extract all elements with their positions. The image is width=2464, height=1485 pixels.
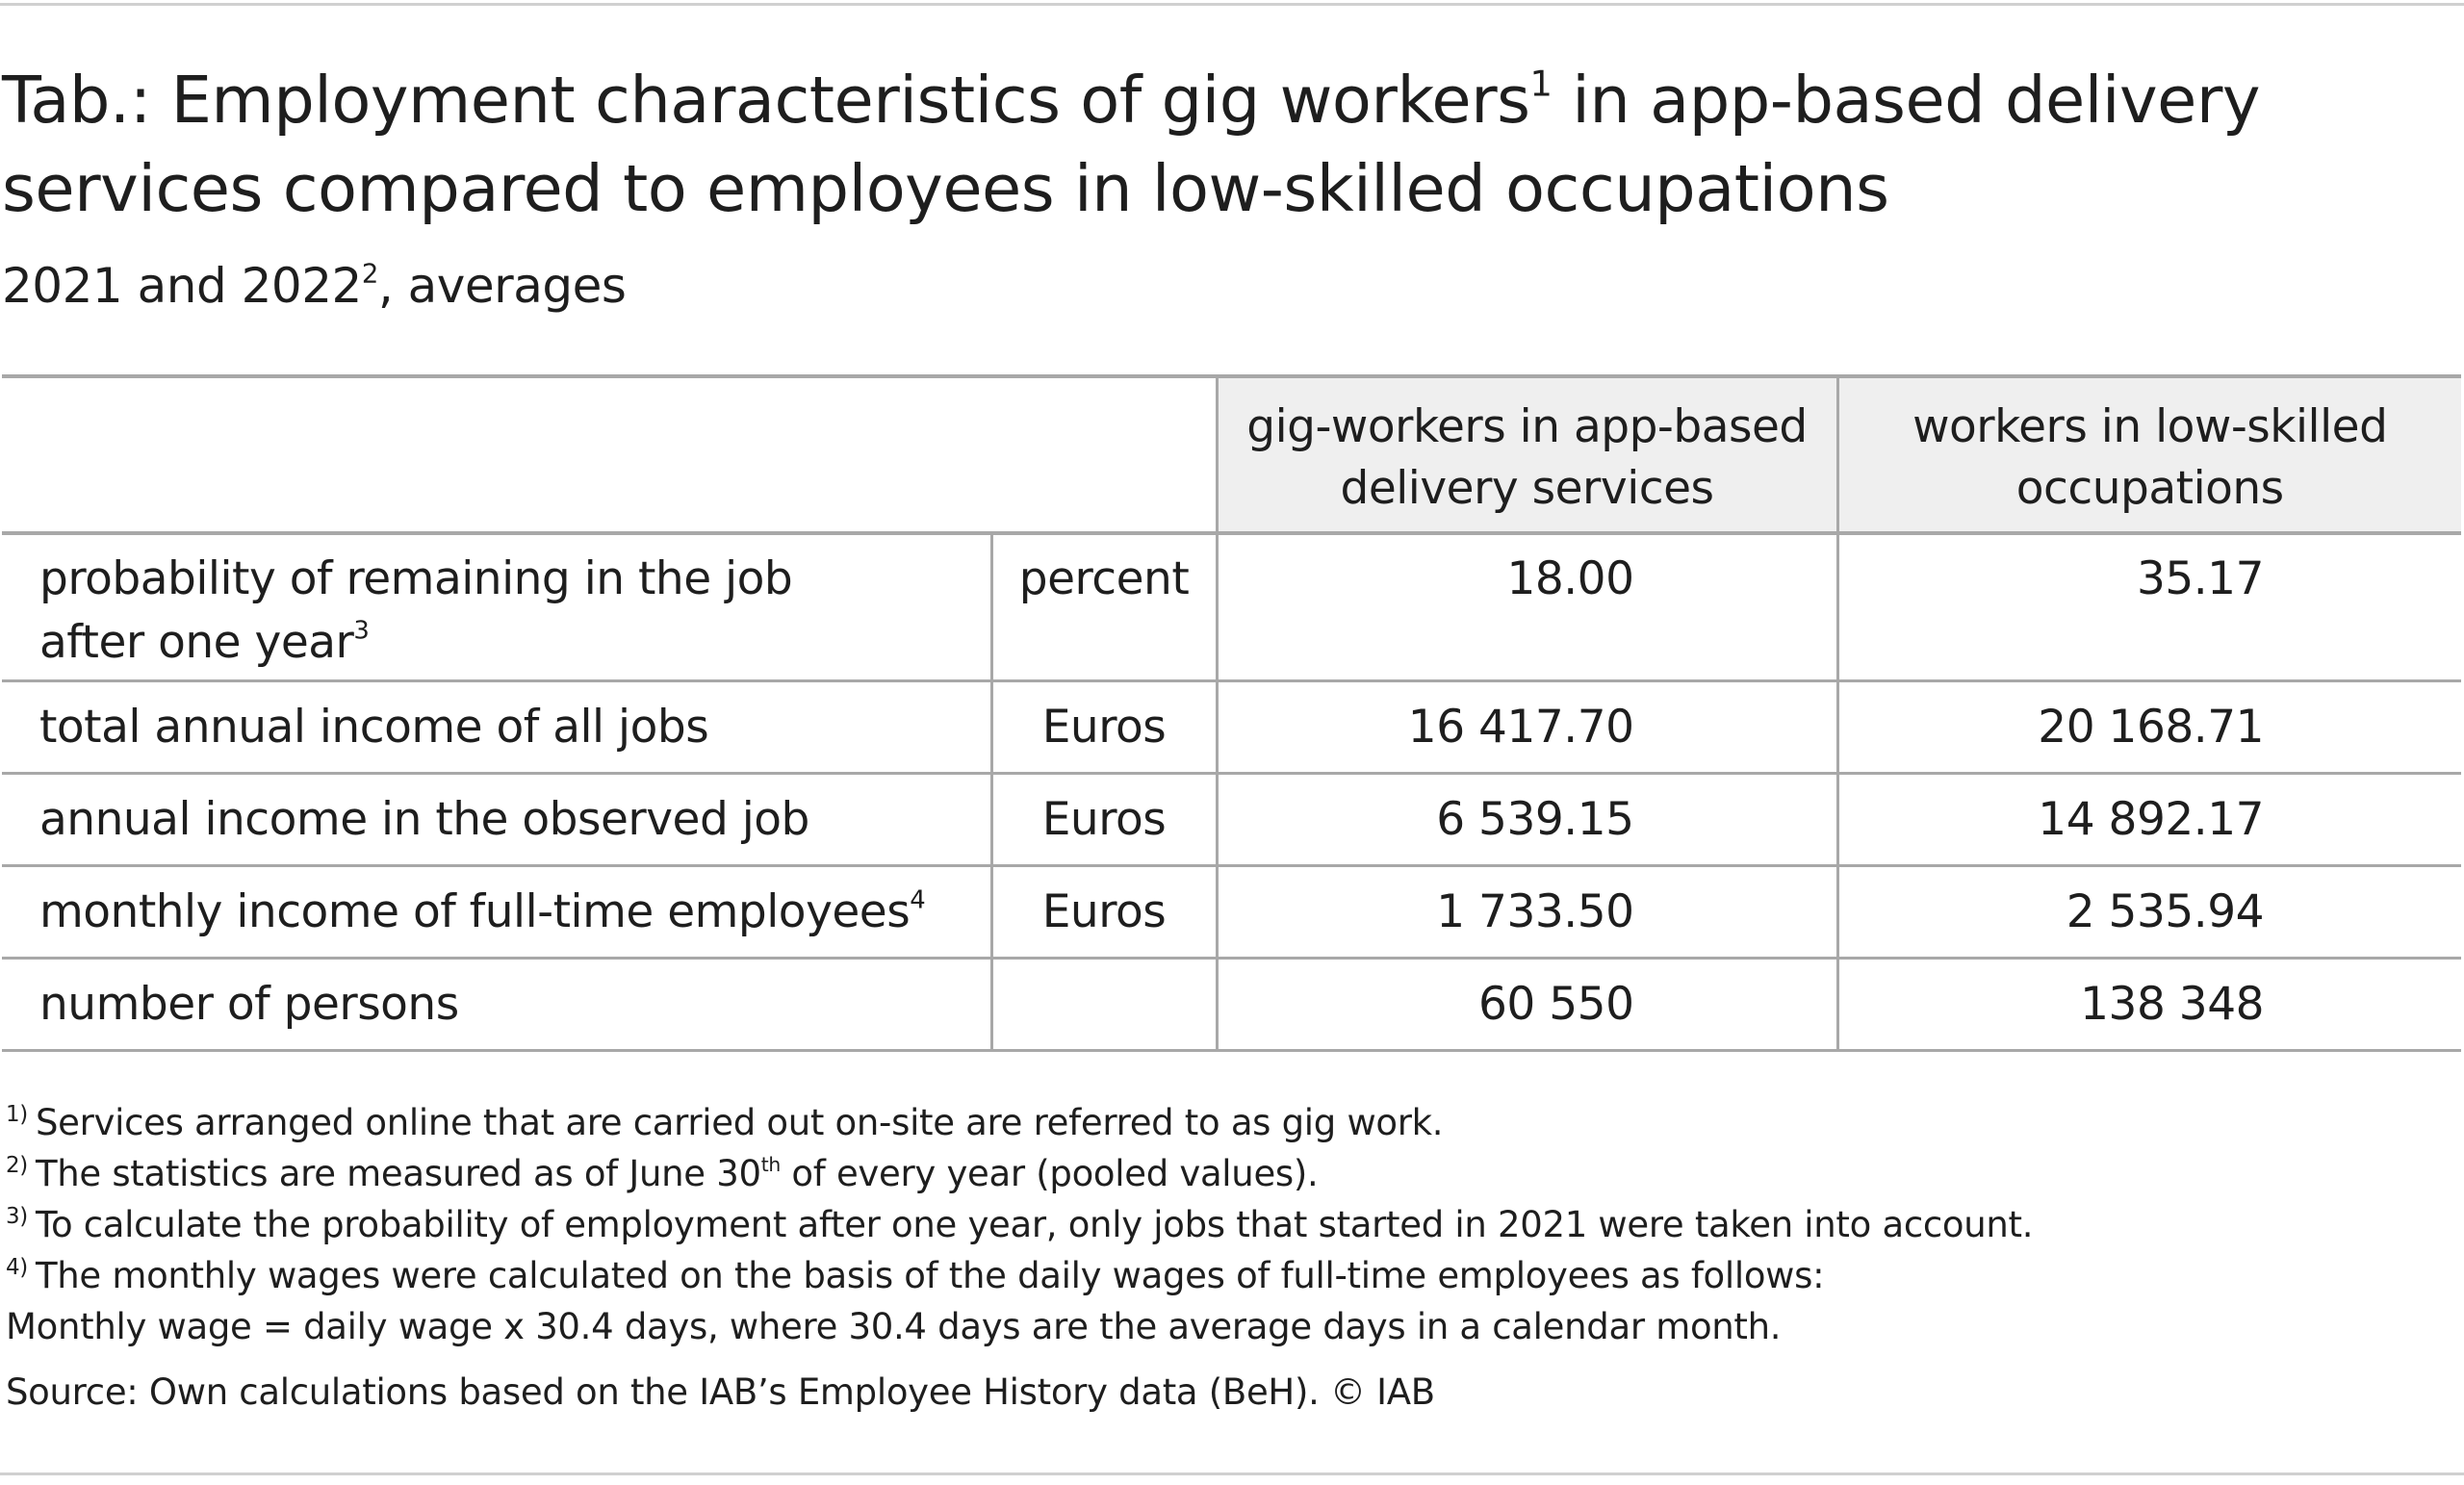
header-gig-workers: gig-workers in app-based delivery services xyxy=(1217,376,1837,533)
row-value-low-skilled: 14 892.17 xyxy=(1837,773,2461,865)
row-value-gig: 18.00 xyxy=(1217,533,1837,680)
row-unit: percent xyxy=(991,533,1217,680)
row-value-gig: 1 733.50 xyxy=(1217,865,1837,958)
source-note: Source: Own calculations based on the IAB’s Employee History data (BeH). © IAB xyxy=(6,1371,1435,1413)
top-rule xyxy=(0,3,2464,6)
title-line-2: services compared to employees in low-skilled occupations xyxy=(2,151,1889,226)
footnotes xyxy=(6,1097,2033,1352)
row-value-gig: 6 539.15 xyxy=(1217,773,1837,865)
row-label: annual income in the observed job xyxy=(2,773,991,865)
bottom-rule xyxy=(0,1472,2464,1475)
table-row xyxy=(2,680,2461,773)
row-label: monthly income of full-time employees$^4$ xyxy=(2,865,991,958)
header-blank-cell xyxy=(2,376,1217,533)
footnote-4: $^{4)}$ The monthly wages were calculated on the basis of the daily wages of full-time employees as follows: xyxy=(6,1255,1825,1296)
row-value-low-skilled: 20 168.71 xyxy=(1837,680,2461,773)
row-unit xyxy=(991,958,1217,1050)
title-text-b: in app-based delivery xyxy=(1552,63,2261,138)
subtitle xyxy=(2,252,626,320)
table-row xyxy=(2,533,2461,680)
footnote-2: $^{2)}$ The statistics are measured as of June 30th of every year (pooled values). xyxy=(6,1152,1319,1194)
footnote-1: $^{1)}$ Services arranged online that are carried out on-site are referred to as gig work. xyxy=(6,1102,1444,1143)
row-unit: Euros xyxy=(991,680,1217,773)
row-value-low-skilled: 2 535.94 xyxy=(1837,865,2461,958)
subtitle-text-b: , averages xyxy=(377,258,627,314)
subtitle-footnote-ref: 2 xyxy=(361,258,378,290)
data-table xyxy=(2,374,2461,1052)
footnote-3: $^{3)}$ To calculate the probability of employment after one year, only jobs that started in 2021 were taken into account. xyxy=(6,1204,2034,1245)
subtitle-text-a: 2021 and 2022 xyxy=(2,258,362,314)
title-text-a: Tab.: Employment characteristics of gig workers xyxy=(2,63,1530,138)
footnote-4-continued: Monthly wage = daily wage x 30.4 days, where 30.4 days are the average days in a calendar month. xyxy=(6,1306,1782,1347)
row-unit: Euros xyxy=(991,865,1217,958)
title-footnote-ref: 1 xyxy=(1529,63,1553,105)
row-label: total annual income of all jobs xyxy=(2,680,991,773)
row-value-gig: 16 417.70 xyxy=(1217,680,1837,773)
row-value-gig: 60 550 xyxy=(1217,958,1837,1050)
table-row xyxy=(2,865,2461,958)
row-footnote-ref: 4 xyxy=(910,885,926,915)
row-unit: Euros xyxy=(991,773,1217,865)
header-low-skilled-workers: workers in low-skilled occupations xyxy=(1837,376,2461,533)
title-line-1 xyxy=(2,56,2260,144)
table-row xyxy=(2,773,2461,865)
page-title xyxy=(2,56,2260,233)
row-value-low-skilled: 35.17 xyxy=(1837,533,2461,680)
row-value-low-skilled: 138 348 xyxy=(1837,958,2461,1050)
row-footnote-ref: 3 xyxy=(353,616,370,646)
table-header-row xyxy=(2,376,2461,533)
row-label: probability of remaining in the job after one year$^3$ xyxy=(2,533,991,680)
table-row xyxy=(2,958,2461,1050)
row-label: number of persons xyxy=(2,958,991,1050)
